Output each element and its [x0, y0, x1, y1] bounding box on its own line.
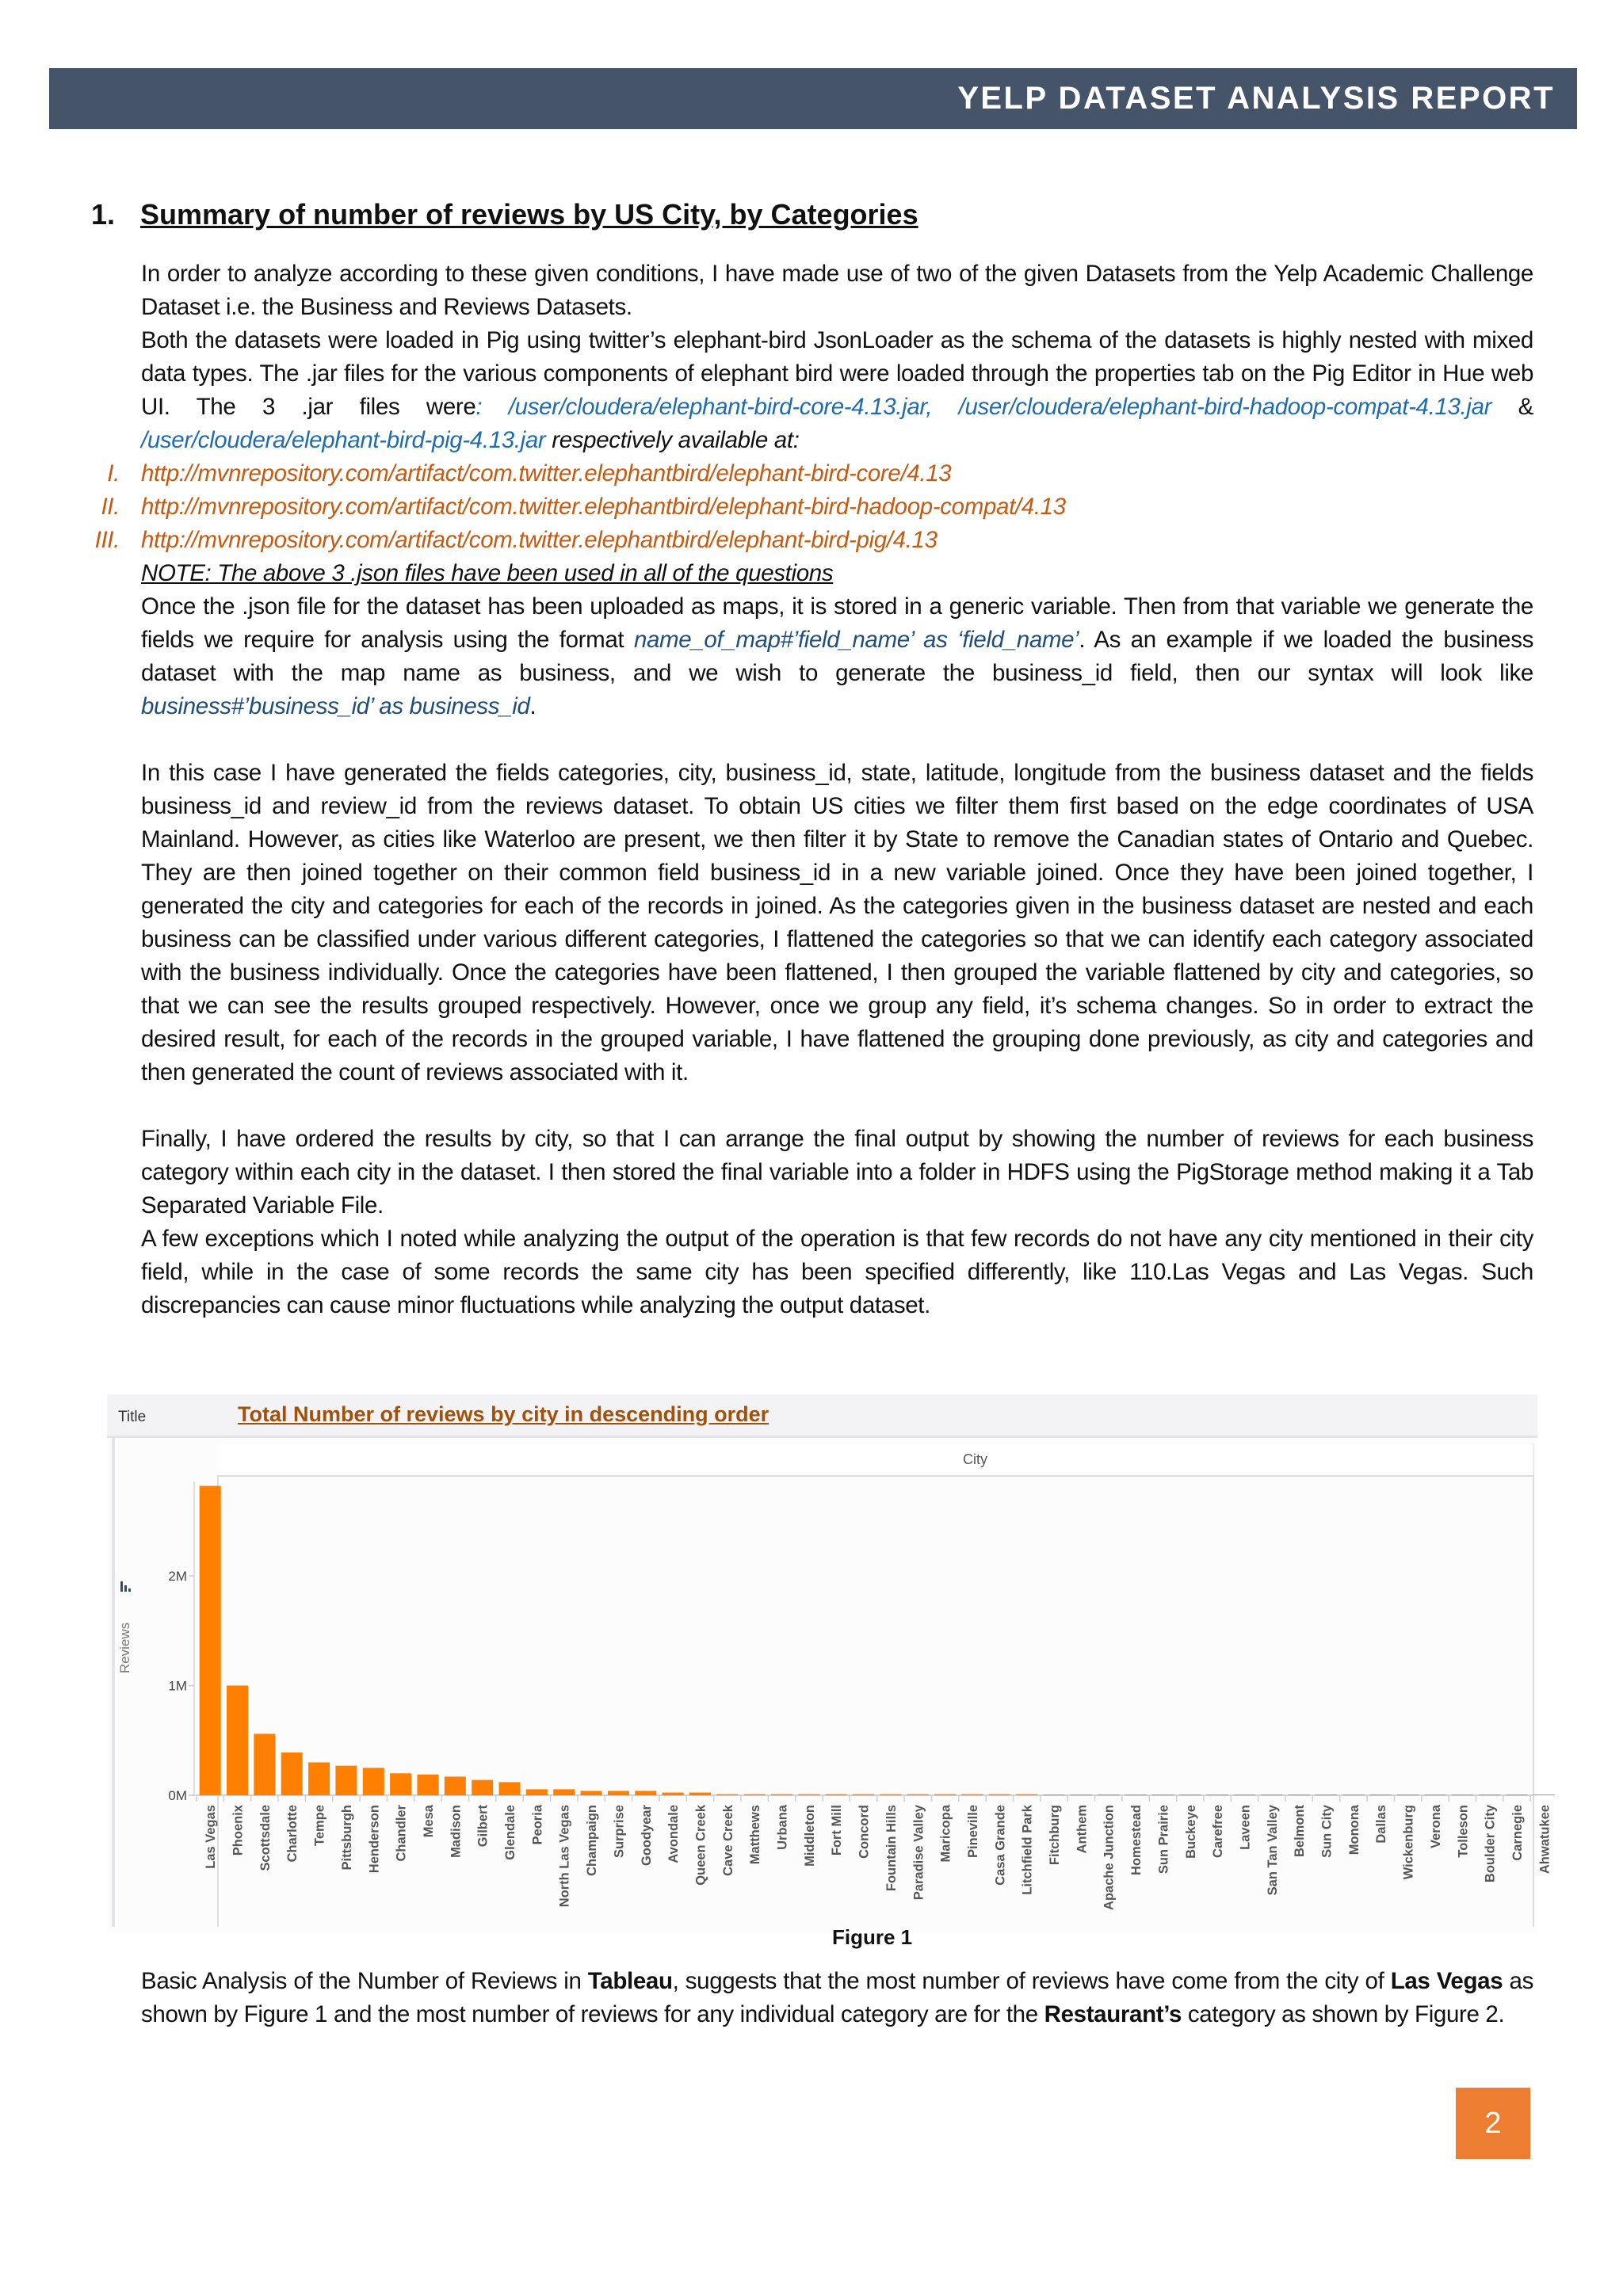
repository-link-list — [94, 457, 1533, 557]
jar-available-text: respectively available at: — [545, 427, 800, 453]
repository-link[interactable]: http://mvnrepository.com/artifact/com.twitter.elephantbird/elephant-bird-core/4.13 — [141, 460, 952, 486]
chart-title: Total Number of reviews by city in descending order — [238, 1402, 769, 1426]
bar[interactable] — [1234, 1794, 1255, 1795]
x-tick-label: Glendale — [503, 1805, 518, 1860]
bar[interactable] — [716, 1794, 738, 1795]
bar-chart-icon — [120, 1581, 131, 1592]
bar[interactable] — [472, 1780, 493, 1795]
bar[interactable] — [961, 1794, 983, 1795]
bar[interactable] — [989, 1794, 1010, 1795]
x-tick-label: Casa Grande — [993, 1805, 1008, 1886]
x-tick-label: Apache Junction — [1102, 1805, 1117, 1910]
bar-chart — [107, 1394, 1552, 1933]
x-tick-label: Queen Creek — [693, 1805, 708, 1886]
x-tick-label: San Tan Valley — [1265, 1805, 1280, 1896]
y-tick-label: 2M — [168, 1569, 187, 1584]
jar-text: Both the datasets were loaded in Pig using twitter’s elephant-bird JsonLoader as the schema of the datasets is highly nested with mixed data types. The .jar files for the various components of elephant bird were loaded through the properties tab on the Pig Editor in Hue web UI. The 3 .jar files were — [141, 327, 1533, 420]
bar[interactable] — [880, 1794, 901, 1795]
x-tick-label: Las Vegas — [204, 1805, 219, 1869]
section-number: 1. — [91, 198, 116, 231]
bar[interactable] — [689, 1793, 711, 1795]
section-heading — [91, 198, 918, 231]
x-tick-label: Tempe — [312, 1805, 327, 1846]
bar[interactable] — [417, 1775, 438, 1795]
x-tick-label: Chandler — [394, 1805, 409, 1862]
x-tick-label: Wickenburg — [1401, 1805, 1416, 1880]
bar[interactable] — [499, 1782, 521, 1795]
bar[interactable] — [390, 1773, 411, 1795]
list-number: II. — [101, 494, 120, 520]
x-tick-label: Gilbert — [475, 1805, 491, 1848]
x-tick-label: Belmont — [1293, 1805, 1308, 1857]
paragraph-ordering: Finally, I have ordered the results by city, so that I can arrange the final output by showing the number of reviews for each business category within each city in the dataset. I then stored the final variable into a folder in HDFS using the PigStorage method making it a Tab Separated Variable File. — [141, 1126, 1533, 1219]
column-header-label: City — [963, 1451, 987, 1467]
bar[interactable] — [281, 1753, 303, 1795]
bar[interactable] — [445, 1776, 466, 1795]
x-tick-label: Fitchburg — [1048, 1805, 1063, 1866]
bar[interactable] — [934, 1794, 956, 1795]
paragraph-conclusion — [141, 1965, 1533, 2031]
x-tick-label: Sun City — [1319, 1805, 1335, 1858]
x-tick-label: Mesa — [421, 1805, 436, 1838]
bar[interactable] — [335, 1766, 357, 1795]
x-tick-label: Carnegie — [1510, 1805, 1525, 1861]
x-tick-label: North Las Vegas — [557, 1805, 572, 1908]
bar[interactable] — [581, 1791, 602, 1795]
body-text-top — [94, 257, 1534, 1322]
x-tick-label: Dallas — [1374, 1805, 1389, 1844]
x-tick-label: Sun Prairie — [1156, 1805, 1171, 1875]
bar[interactable] — [1152, 1794, 1174, 1795]
syntax-format: name_of_map#’field_name’ as ‘field_name’ — [633, 627, 1079, 653]
tableau-chart-panel — [107, 1394, 1552, 1933]
bar[interactable] — [363, 1768, 384, 1795]
x-tick-label: Homestead — [1129, 1805, 1144, 1875]
report-title: YELP DATASET ANALYSIS REPORT — [957, 81, 1555, 116]
x-tick-label: Pineville — [965, 1805, 980, 1858]
x-tick-label: Charlotte — [285, 1805, 300, 1863]
paragraph-exceptions: A few exceptions which I noted while analyzing the output of the operation is that few records do not have any city mentioned in their city field, while in the case of some records the same city has been specified differently, like 110.Las Vegas and Las Vegas. Such discrepancies can cause minor fluctuations while analyzing the output dataset. — [141, 1226, 1533, 1318]
x-tick-label: Paradise Valley — [911, 1805, 926, 1901]
tableau-bold: Tableau — [587, 1968, 673, 1994]
list-item — [94, 524, 1533, 557]
x-tick-label: Champaign — [585, 1805, 600, 1876]
x-tick-label: Litchfield Park — [1020, 1805, 1035, 1895]
chart-title-label: Title — [118, 1409, 147, 1425]
bar[interactable] — [1289, 1794, 1310, 1795]
y-axis-title: Reviews — [117, 1622, 132, 1674]
body-text-bottom — [141, 1965, 1533, 2031]
y-tick-label: 0M — [168, 1788, 187, 1803]
bar[interactable] — [1370, 1794, 1392, 1795]
jar-path-link-1[interactable]: : /user/cloudera/elephant-bird-core-4.13.jar, /user/cloudera/elephant-bird-hadoop-compat-4.13.jar — [475, 394, 1492, 420]
bar[interactable] — [663, 1793, 684, 1795]
bar[interactable] — [308, 1762, 330, 1795]
bar[interactable] — [1479, 1794, 1500, 1795]
bar[interactable] — [608, 1791, 629, 1795]
y-axis — [168, 1482, 1533, 1803]
conclusion-text: Basic Analysis of the Number of Reviews in — [141, 1968, 588, 1994]
repository-link[interactable]: http://mvnrepository.com/artifact/com.twitter.elephantbird/elephant-bird-hadoop-compat/4.13 — [141, 494, 1066, 520]
syntax-example: business#’business_id’ as business_id — [141, 693, 530, 719]
bar[interactable] — [907, 1794, 929, 1795]
bar[interactable] — [744, 1794, 766, 1795]
bar[interactable] — [1179, 1794, 1201, 1795]
bar[interactable] — [1424, 1794, 1445, 1795]
x-tick-label: Tolleson — [1456, 1805, 1471, 1858]
section-title: Summary of number of reviews by US City, by Categories — [140, 198, 918, 231]
las-vegas-bold: Las Vegas — [1390, 1968, 1503, 1994]
bar[interactable] — [526, 1789, 548, 1795]
jar-amp: & — [1491, 394, 1533, 420]
x-tick-label: Urbana — [775, 1805, 790, 1850]
paragraph-jar-files — [141, 324, 1533, 457]
x-tick-label: Monona — [1346, 1805, 1361, 1855]
bar[interactable] — [553, 1789, 575, 1795]
x-tick-label: Carefree — [1211, 1805, 1226, 1858]
x-tick-label: Avondale — [666, 1805, 682, 1863]
bar[interactable] — [635, 1791, 656, 1795]
page-number: 2 — [1456, 2088, 1530, 2159]
bar[interactable] — [1125, 1794, 1147, 1795]
bars — [200, 1486, 1555, 1795]
conclusion-text: as shown by Figure 1 and the most number of reviews for any individual category are for the — [141, 1968, 1533, 2027]
bar[interactable] — [853, 1794, 874, 1795]
x-tick-label: Boulder City — [1483, 1805, 1498, 1883]
bar[interactable] — [1506, 1794, 1527, 1795]
x-tick-label: Laveen — [1238, 1805, 1253, 1850]
list-item — [101, 490, 1533, 524]
x-axis-labels — [197, 1795, 1552, 1910]
bar[interactable] — [1452, 1794, 1473, 1795]
list-item — [107, 457, 1533, 490]
bar[interactable] — [1342, 1794, 1364, 1795]
conclusion-text: , suggests that the most number of reviews have come from the city of — [672, 1968, 1391, 1994]
map-text: . — [529, 693, 537, 719]
restaurants-bold: Restaurant’s — [1044, 2001, 1182, 2027]
conclusion-text: category as shown by Figure 2. — [1182, 2001, 1505, 2027]
bar[interactable] — [1044, 1794, 1065, 1795]
bar[interactable] — [1207, 1794, 1228, 1795]
figure-caption: Figure 1 — [832, 1925, 913, 1949]
x-tick-label: Peoria — [530, 1805, 545, 1845]
list-number: III. — [94, 527, 120, 553]
x-tick-label: Buckeye — [1183, 1805, 1198, 1859]
bar[interactable] — [798, 1794, 819, 1795]
x-tick-label: Fort Mill — [830, 1805, 845, 1856]
y-tick-label: 1M — [168, 1678, 187, 1694]
map-text: Once the .json file for the dataset has been uploaded as maps, it is stored in a generic variable. Then from that variable we generate the fields we require for analysis using the format — [141, 593, 1533, 653]
bar[interactable] — [1316, 1794, 1337, 1795]
map-text: . As an example if we loaded the business dataset with the map name as business, and we wish to generate the business_id field, then our syntax will look like — [141, 627, 1534, 686]
bar[interactable] — [227, 1686, 248, 1796]
list-number: I. — [107, 460, 120, 486]
bar[interactable] — [1016, 1794, 1037, 1795]
bar[interactable] — [1397, 1794, 1419, 1795]
x-tick-label: Cave Creek — [720, 1805, 735, 1876]
bar[interactable] — [1261, 1794, 1282, 1795]
bar[interactable] — [1533, 1794, 1555, 1795]
bar[interactable] — [1098, 1794, 1119, 1795]
repository-link[interactable]: http://mvnrepository.com/artifact/com.twitter.elephantbird/elephant-bird-pig/4.13 — [141, 527, 938, 553]
bar[interactable] — [254, 1733, 275, 1795]
paragraph-intro: In order to analyze according to these given conditions, I have made use of two of the given Datasets from the Yelp Academic Challenge Dataset i.e. the Business and Reviews Datasets. — [141, 261, 1533, 320]
x-tick-label: Ahwatukee — [1537, 1805, 1552, 1875]
x-tick-label: Phoenix — [231, 1805, 246, 1856]
x-tick-label: Scottsdale — [258, 1805, 273, 1871]
x-tick-label: Surprise — [612, 1805, 627, 1858]
jar-path-link-2[interactable]: /user/cloudera/elephant-bird-pig-4.13.jar — [141, 427, 546, 453]
x-tick-label: Fountain Hills — [884, 1805, 899, 1892]
x-tick-label: Anthem — [1075, 1805, 1090, 1854]
x-tick-label: Middleton — [802, 1805, 817, 1867]
x-tick-label: Henderson — [367, 1805, 382, 1874]
x-tick-label: Concord — [857, 1805, 872, 1859]
bar[interactable] — [826, 1794, 847, 1795]
x-tick-label: Verona — [1428, 1805, 1443, 1849]
x-tick-label: Matthews — [748, 1805, 763, 1865]
x-tick-label: Maricopa — [938, 1805, 953, 1863]
x-tick-label: Goodyear — [639, 1805, 654, 1867]
paragraph-method: In this case I have generated the fields categories, city, business_id, state, latitude, longitude from the business dataset and the fields business_id and review_id from the reviews dataset. To obtain US cities we filter them first based on the edge coordinates of USA Mainland. However, as cities like Waterloo are present, we then filter it by State to remove the Canadian states of Ontario and Quebec. They are then joined together on their common field business_id in a new variable joined. Once they have been joined together, I generated the city and categories for each of the records in joined. As the categories given in the business dataset are nested and each business can be classified under various different categories, I flattened the categories so that we can identify each category associated with the business individually. Once the categories have been flattened, I then grouped the variable flattened by city and categories, so that we can see the results grouped respectively. However, once we group any field, it’s schema changes. So in order to extract the desired result, for each of the records in the grouped variable, I have flattened the grouping done previously, as city and categories and then generated the count of reviews associated with it. — [141, 760, 1533, 1085]
bar[interactable] — [200, 1486, 221, 1795]
bar[interactable] — [771, 1794, 792, 1795]
x-tick-label: Madison — [449, 1805, 464, 1858]
bar[interactable] — [1071, 1794, 1092, 1795]
report-header-bar — [49, 68, 1577, 129]
paragraph-map-format — [141, 590, 1533, 723]
note-text: NOTE: The above 3 .json files have been used in all of the questions — [141, 560, 834, 586]
x-tick-label: Pittsburgh — [339, 1805, 354, 1871]
